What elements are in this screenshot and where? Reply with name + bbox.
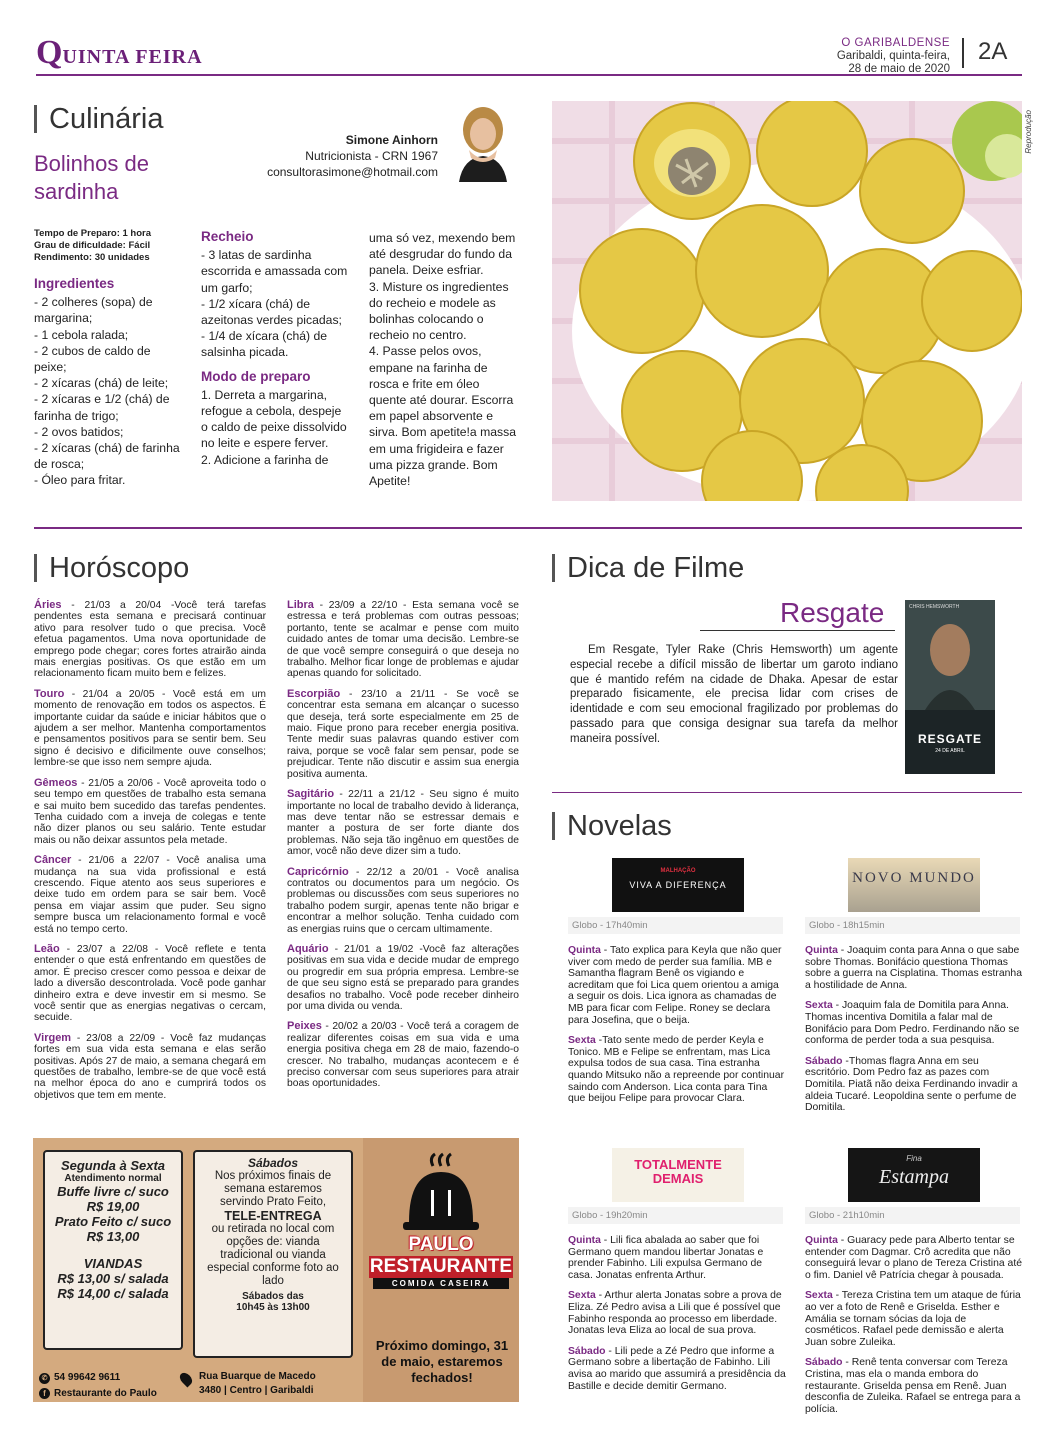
method-heading: Modo de preparo (201, 368, 311, 384)
ad-saturday-hours: 10h45 às 13h00 (236, 1302, 310, 1313)
horoscope-entry (34, 1033, 266, 1101)
horoscope-right-column (287, 600, 519, 1099)
novela-time: Globo - 17h40min (568, 917, 783, 934)
address-line1: Rua Buarque de Macedo (199, 1371, 316, 1382)
sign-text: - 20/02 a 20/03 - Você terá a coragem de realizar diferentes coisas em sua vida e uma energia positiva chega em 28 de maio, fazendo-o crescer. No trabalho, mudanças acontecem e é preciso conversar com seus superiores para atrair boas oportunidades. (287, 1021, 519, 1090)
novela-synopsis (805, 1235, 1023, 1424)
masthead-text: UINTA FEIRA (62, 46, 203, 68)
ad-buffet-price: R$ 19,00 (86, 1199, 140, 1214)
novela-logo-viva (612, 858, 744, 912)
sign-text: - 21/06 a 22/07 - Você analisa uma mudança na sua vida profissional e está crescendo. Fique atento aos seus superiores e deixe tudo em ordem para se sair bem. Você pensa em viajar assim que puder. Seu signo sempre busca um relacionamento formal e você está no tempo certo. (34, 855, 266, 935)
yield: Rendimento: 30 unidades (34, 252, 150, 263)
header-separator (962, 38, 964, 68)
ad-facebook[interactable]: Restaurante do Paulo (54, 1388, 157, 1399)
ingredients-column (34, 276, 184, 489)
novela-time: Globo - 19h20min (568, 1207, 783, 1224)
horoscope-entry (287, 600, 519, 680)
synopsis-day (805, 945, 1023, 991)
horoscope-entry (287, 689, 519, 780)
horoscopo-heading: Horóscopo (34, 554, 189, 582)
day-text: - Lili fica abalada ao saber que foi Germano quem mandou libertar Jonatas e prender Fabinho. Lili expulsa Germano de casa. Jonatas enfrenta Arthur. (568, 1235, 764, 1281)
novela-time: Globo - 21h10min (805, 1207, 1020, 1224)
newspaper-name: O GARIBALDENSE (841, 37, 950, 49)
ingredients-list: - 2 colheres (sopa) de margarina; - 1 cebola ralada; - 2 cubos de caldo de peixe; - 2 xícaras (chá) de leite; - 2 xícaras e 1/2 (chá) de farinha de trigo; - 2 ovos batidos; - 2 xícaras (chá) de farinha de rosca; - Óleo para fritar. (34, 295, 180, 488)
synopsis-day (805, 1357, 1023, 1415)
sign-name: Libra (287, 599, 314, 611)
film-review: Em Resgate, Tyler Rake (Chris Hemsworth) um agente especial recebe a difícil missão de libertar um garoto indiano que é mantido refém na cidade de Dhaka. Apesar de estar preparado fisicamente, ele precisa lidar com crises de identidade e com seu emocional fragilizado por problemas do passado para que consiga designar sua tarefa da melhor maneira possível. (570, 644, 898, 745)
culinaria-heading: Culinária (34, 105, 163, 133)
sign-name: Escorpião (287, 687, 341, 700)
poster-actor: CHRIS HEMSWORTH (909, 604, 960, 610)
day-label: Sexta (805, 1290, 833, 1302)
synopsis-day (805, 1000, 1023, 1046)
photo-credit: Reprodução (1024, 110, 1033, 154)
synopsis-day (568, 1035, 786, 1105)
ad-vianda-price1: R$ 13,00 s/ salada (57, 1271, 169, 1286)
brand-line3: COMIDA CASEIRA (373, 1278, 509, 1289)
day-text: -Tato sente medo de perder Keyla e Tonico. MB e Felipe se enfrentam, mas Lica expulsa todos de sua casa. Tina estranha quando Mitsuko não a repreende por continuar saindo com Anderson. Lica conta para Tina que beijou Felipe para provocar Clara. (568, 1035, 785, 1105)
difficulty: Grau de dificuldade: Fácil (34, 240, 151, 251)
section-divider (34, 527, 1022, 529)
sign-name: Câncer (34, 854, 72, 867)
author-email[interactable]: consultorasimone@hotmail.com (267, 165, 438, 179)
ad-saturday-text2: ou retirada no local com opções de: vianda tradicional ou vianda especial conforme foto ao lado (207, 1223, 339, 1287)
ad-buffet: Buffe livre c/ suco (57, 1184, 169, 1199)
sign-text: - 21/04 a 20/05 - Você está em um momento de renovação em todos os aspectos. É importante cuidar da saúde e iniciar hábitos que o ajudem a ser melhor. Mantenha comportamentos e pensamentos positivos para se sentir bem. Seu signo é decisivo e dificilmente ouve conselhos; lembre-se que isso nem sempre ajuda. (34, 688, 266, 769)
logo-text: Estampa (879, 1166, 949, 1188)
ad-weekday-box (43, 1150, 183, 1350)
ad-viandas: VIANDAS (83, 1256, 143, 1271)
poster-title: RESGATE (917, 732, 983, 746)
synopsis-day (568, 1346, 786, 1392)
sign-text: - 23/09 a 22/10 - Esta semana você se estressa e terá problemas com outras pessoas; portanto, tente se acalmar e pense com muito cuidado antes de tomar uma decisão. Lembre-se de que você sempre conseguirá o que deseja no trabalho. Melhor ficar longe de problemas e ajudar apenas quando for solicitado. (287, 600, 519, 680)
horoscope-entry (287, 867, 519, 935)
sign-name: Virgem (34, 1031, 72, 1044)
day-label: Sábado (805, 1055, 843, 1067)
dateline-line1: Garibaldi, quinta-feira, (836, 50, 950, 62)
day-text: - Arthur alerta Jonatas sobre a prova de Eliza. Zé Pedro avisa a Lili que é possível que Fabinho responda ao processo em liberdade. Jonatas leva Eliza ao local de sua prova. (568, 1290, 782, 1337)
ad-address (181, 1370, 316, 1398)
sign-text: - 21/05 a 20/06 - Você aproveita todo o seu tempo em questões de trabalho esta semana e sai muito bem sucedido das tarefas pendentes. Tenha cuidado com a inveja de colegas e tente não dizer planos ou seu salário. Tente estudar mais ou não deixar assuntos pela metade. (34, 777, 266, 846)
day-label: Quinta (805, 1235, 838, 1246)
sign-name: Leão (34, 942, 60, 955)
author-photo (445, 100, 521, 182)
day-label: Quinta (568, 945, 601, 956)
day-label: Quinta (805, 945, 838, 956)
day-text: -Thomas flagra Anna em seu escritório. Dom Pedro faz as pazes com Domitila. Piatã não deixa Ferdinando invadir a aldeia Tucaré. Leopoldina sente o perfume de Domitila. (805, 1055, 1018, 1114)
novela-synopsis (568, 945, 786, 1114)
day-text: - Renê tenta conversar com Tereza Cristina, mas ela o manda embora do restaurante. Griselda pensa em Renê. Juan desconfia de Zuleika. Rafael se entrega para a polícia. (805, 1357, 1021, 1415)
recipe-meta (34, 228, 151, 264)
novela-synopsis (568, 1235, 786, 1401)
filling-column (201, 229, 351, 468)
filme-divider (552, 792, 1022, 793)
novela-logo-fina-estampa (848, 1148, 980, 1202)
horoscope-entry (34, 855, 266, 935)
dateline-line2: 28 de maio de 2020 (848, 63, 950, 75)
horoscope-entry (34, 689, 266, 769)
sign-text: - 22/11 a 21/12 - Seu signo é muito importante no local de trabalho devido à liderança, mas deve tentar não se estressar demais e manter a postura de ser forte diante dos problemas. Não seja tão ingênuo em questões de amor, você não deve dizer sim a tudo. (287, 789, 519, 858)
day-text: - Lili pede a Zé Pedro que informe a Germano sobre a libertação de Fabinho. Lili avisa ao marido que assumirá a presidência da Bastille e decide demitir Germano. (568, 1345, 786, 1392)
ad-weekday-sub: Atendimento normal (64, 1173, 162, 1184)
ad-prato: Prato Feito c/ suco (54, 1214, 172, 1229)
facebook-icon: f (39, 1388, 50, 1399)
novelas-heading: Novelas (552, 812, 672, 840)
logo-sub: MALHAÇÃO (660, 868, 696, 874)
prep-time: Tempo de Preparo: 1 hora (34, 228, 152, 239)
logo-sub: Fina (906, 1154, 922, 1163)
day-label: Sábado (568, 1345, 606, 1357)
sign-name: Capricórnio (287, 865, 349, 878)
ad-brand (363, 1234, 519, 1289)
sign-text: - 21/03 a 20/04 -Você terá tarefas pendentes esta semana e precisará continuar ativo para resolver tudo o que precisa. Você efetua pagamentos. Uma nova oportunidade de emprego pode chegar; cores fortes atrairão ainda mais energias positivas. Os que estão em um relacionamento ficam muito bem e felizes. (34, 600, 266, 680)
film-poster (905, 600, 995, 774)
day-label: Sexta (568, 1035, 596, 1047)
horoscope-entry (34, 600, 266, 680)
novela-logo-totalmente (612, 1148, 744, 1202)
sign-text: - 23/08 a 22/09 - Você faz mudanças fortes em sua vida esta semana e elas serão positivas. Após 27 de maio, a semana chegará em questões de trabalho, lembre-se de que você está na melhor época do ano e cumprirá todos os objetivos que tem em mente. (34, 1032, 266, 1101)
synopsis-day (568, 1290, 786, 1336)
horoscope-left-column (34, 600, 266, 1110)
masthead-initial: Q (36, 34, 63, 71)
address-line2: 3480 | Centro | Garibaldi (199, 1385, 314, 1396)
horoscope-entry (34, 944, 266, 1024)
poster-date: 24 DE ABRIL (935, 748, 965, 754)
page-number: 2A (978, 38, 1008, 65)
ad-contact (39, 1370, 157, 1402)
ad-prato-price: R$ 13,00 (86, 1229, 140, 1244)
brand-line2: RESTAURANTE (369, 1256, 513, 1277)
sign-text: - 21/01 a 19/02 -Você faz alterações positivas em sua vida e decide mudar de emprego ou progredir em sua própria empresa. Lembre-se de que seu signo está se preparado para grandes desafios no trabalho. Você pode receber dinheiro por uma divida ou venda. (287, 943, 519, 1012)
day-label: Quinta (568, 1235, 601, 1246)
sign-name: Áries (34, 599, 62, 611)
sign-text: - 22/12 a 20/01 - Você analisa contratos ou documentos para um negócio. Os problemas ou discussões com seus superiores no trabalho podem surgir, apenas tente não brigar e encontrar a melhor solução. Tenha cuidado com as energias ruins que o cercam ultimamente. (287, 866, 519, 935)
filling-heading: Recheio (201, 229, 254, 244)
ad-saturday-hours-label: Sábados das (242, 1291, 304, 1302)
ad-weekday-title: Segunda à Sexta (60, 1158, 166, 1173)
ad-brand-panel (363, 1138, 519, 1402)
method-text-b: uma só vez, mexendo bem até desgrudar do fundo da panela. Deixe esfriar. 3. Misture os ingredientes do recheio e modele as bolinhas colocando o recheio no centro. 4. Passe pelos ovos, empane na farinha de rosca e frite em óleo quente até dourar. Escorra em papel absorvente e sirva. Bom apetite!a massa em uma frigideira e fazer uma pizza grande. Bom Apetite! (369, 231, 516, 489)
synopsis-day (568, 1235, 786, 1281)
dateline (837, 37, 950, 76)
logo-text: TOTALMENTE DEMAIS (634, 1157, 722, 1186)
sign-name: Sagitário (287, 788, 335, 801)
day-text: - Joaquim conta para Anna o que sabe sobre Thomas. Bonifácio questiona Thomas sobre a guerra na Cisplatina. Thomas estranha a hostilidade de Anna. (805, 945, 1022, 991)
logo-text: VIVA A DIFERENÇA (629, 880, 727, 890)
ad-saturday-text1: Nos próximos finais de semana estaremos servindo Prato Feito, (214, 1170, 332, 1208)
synopsis-day (805, 1290, 1023, 1348)
whatsapp-icon: ✆ (39, 1373, 50, 1384)
sign-name: Gêmeos (34, 776, 78, 789)
cloche-icon (403, 1152, 479, 1242)
sign-text: - 23/07 a 22/08 - Você reflete e tenta entender o que está enfrentando em questões de amor. É preciso crescer como pessoa e deixar de lado a diversão descontrolada. Você pode ganhar dinheiro extra e deve investir em si mesmo. Se você sentir que as energias negativas o cercam, secuide. (34, 943, 266, 1024)
author-block (240, 132, 438, 180)
section-masthead (36, 34, 203, 72)
novela-logo-novo-mundo (848, 858, 980, 912)
ad-phone[interactable]: 54 99642 9611 (54, 1372, 121, 1383)
logo-text: NOVO MUNDO (852, 870, 976, 886)
sign-text: - 23/10 a 21/11 - Se você se concentrar esta semana em alcançar o sucesso que deseja, terá sorte especialmente em 25 de maio. Fique prono para receber energia positiva. Tente medir suas palavras quando estiver com raiva, porque se você falar sem pensar, pode se prejudicar. Tente não discutir e assim sua energia positiva aumenta. (287, 688, 519, 780)
synopsis-day (805, 1235, 1023, 1281)
ad-closed-notice: Próximo domingo, 31 de maio, estaremos fechados! (375, 1338, 509, 1385)
filling-list: - 3 latas de sardinha escorrida e amassada com um garfo; - 1/2 xícara (chá) de azeitonas verdes picadas; - 1/4 de xícara (chá) de salsinha picada. (201, 248, 348, 360)
ingredients-heading: Ingredientes (34, 276, 115, 291)
sign-name: Touro (34, 687, 65, 700)
recipe-title: Bolinhos de sardinha (34, 151, 149, 204)
filme-heading: Dica de Filme (552, 554, 744, 582)
day-text: - Joaquim fala de Domitila para Anna. Thomas incentiva Domitila a falar mal de Bonifácio para Dom Pedro. Ferdinando não se conforma de perder toda a sua pesquisa. (805, 1000, 1020, 1047)
method-text-a: 1. Derreta a margarina, refogue a cebola, despeje o caldo de peixe dissolvido no leite e espere ferver. 2. Adicione a farinha de (201, 387, 347, 467)
recipe-photo (552, 101, 1022, 501)
day-label: Sexta (568, 1290, 596, 1302)
film-title: Resgate (780, 597, 885, 628)
novela-synopsis (805, 945, 1023, 1123)
day-label: Sábado (805, 1357, 843, 1369)
horoscope-entry (34, 778, 266, 846)
day-text: - Tato explica para Keyla que não quer viver com medo de perder sua família. MB e Samantha flagram Benê os vigiando e acreditam que foi Lica quem orientou a amiga a seguir os dois. Lica ignora as chamadas de MB para ficar com Felipe. Roney se declara para Josefina, que o beija. (568, 945, 782, 1026)
horoscope-entry (287, 944, 519, 1012)
restaurant-ad (33, 1138, 519, 1402)
novela-time: Globo - 18h15min (805, 917, 1020, 934)
ad-saturday-title: Sábados (247, 1156, 298, 1170)
ad-saturday-box (193, 1150, 353, 1358)
ad-vianda-price2: R$ 14,00 c/ salada (57, 1286, 169, 1301)
day-label: Sexta (805, 1000, 833, 1012)
sign-name: Peixes (287, 1020, 322, 1033)
horoscope-entry (287, 789, 519, 857)
synopsis-day (805, 1056, 1023, 1114)
author-role: Nutricionista - CRN 1967 (305, 149, 438, 163)
film-title-rule (700, 630, 895, 631)
day-text: - Guaracy pede para Alberto tentar se entender com Dagmar. Crô acredita que não conseguirá levar o plano de Tereza Cristina até o fim. Daniel vê Patrícia chegar à pousada. (805, 1235, 1022, 1281)
sign-name: Aquário (287, 942, 329, 955)
brand-line1: PAULO (408, 1234, 474, 1255)
day-text: - Tereza Cristina tem um ataque de fúria ao ver a foto de Renê e Griselda. Esther e Amália se tornam sócias da loja de cosméticos. Rafael pede demissão e alerta Juan sobre Zuleika. (805, 1290, 1021, 1348)
horoscope-entry (287, 1021, 519, 1089)
author-name: Simone Ainhorn (345, 133, 438, 147)
ad-delivery: TELE-ENTREGA (224, 1209, 322, 1223)
synopsis-day (568, 945, 786, 1026)
